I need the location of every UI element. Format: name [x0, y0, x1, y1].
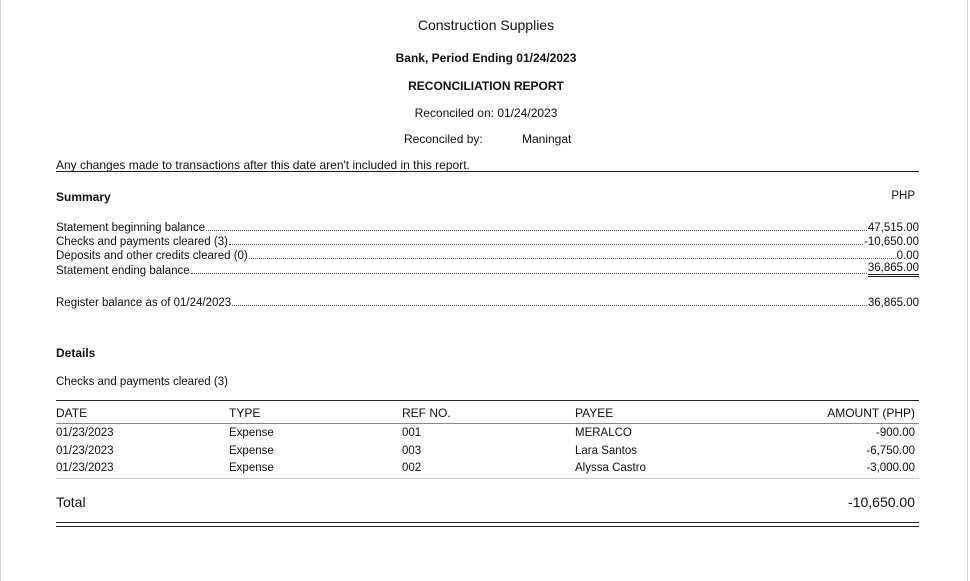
disclaimer: Any changes made to transactions after this date aren't included in this report. — [56, 158, 470, 172]
column-header-type: TYPE — [229, 406, 261, 420]
reconciled-by-value: Maningat — [522, 132, 572, 146]
total-double-rule — [56, 522, 919, 527]
row-date: 01/23/2023 — [56, 462, 114, 474]
column-header-amount: AMOUNT (PHP) — [827, 406, 915, 420]
summary-row — [56, 234, 919, 248]
details-title: Details — [56, 346, 96, 360]
column-header-payee: PAYEE — [575, 406, 614, 420]
row-ref: 002 — [402, 462, 422, 474]
table-header-rule — [56, 423, 919, 424]
report-subtitle: Bank, Period Ending 01/24/2023 — [395, 51, 577, 65]
header-divider — [56, 171, 919, 172]
dot-leader — [229, 244, 863, 245]
total-value: -10,650.00 — [848, 494, 915, 510]
row-type: Expense — [229, 427, 274, 439]
summary-row-value: 47,515.00 — [867, 222, 919, 234]
summary-row-label: Statement ending balance — [56, 265, 190, 277]
reconciled-by-label: Reconciled by: — [404, 132, 483, 146]
dot-leader — [249, 258, 896, 259]
row-amount: -900.00 — [875, 427, 915, 439]
row-amount: -6,750.00 — [866, 445, 915, 457]
summary-row-value: -10,650.00 — [864, 236, 919, 248]
total-label: Total — [56, 494, 86, 510]
row-ref: 003 — [402, 445, 422, 457]
row-date: 01/23/2023 — [56, 427, 114, 439]
row-date: 01/23/2023 — [56, 445, 114, 457]
row-payee: Lara Santos — [575, 445, 638, 457]
summary-title: Summary — [56, 190, 111, 204]
currency-label: PHP — [891, 190, 915, 202]
dot-leader — [232, 305, 867, 306]
details-subtitle: Checks and payments cleared (3) — [56, 376, 228, 388]
summary-row-value: 36,865.00 — [868, 262, 919, 277]
register-balance-value: 36,865.00 — [867, 297, 919, 309]
dot-leader — [191, 273, 867, 274]
row-type: Expense — [229, 445, 274, 457]
register-balance-row — [56, 295, 919, 309]
summary-row-label: Deposits and other credits cleared (0) — [56, 250, 248, 262]
row-type: Expense — [229, 462, 274, 474]
dot-leader — [206, 230, 867, 231]
table-bottom-rule — [56, 478, 919, 479]
company-name: Construction Supplies — [417, 17, 555, 33]
column-header-ref: REF NO. — [402, 406, 451, 420]
row-payee: MERALCO — [575, 427, 632, 439]
row-payee: Alyssa Castro — [575, 462, 646, 474]
row-amount: -3,000.00 — [866, 462, 915, 474]
summary-row-value: 0.00 — [896, 250, 919, 262]
summary-row-label: Statement beginning balance — [56, 222, 205, 234]
report-title: RECONCILIATION REPORT — [408, 79, 564, 93]
summary-row — [56, 220, 919, 234]
register-balance-label: Register balance as of 01/24/2023 — [56, 297, 232, 309]
column-header-date: DATE — [56, 406, 88, 420]
table-top-rule — [56, 400, 919, 401]
row-ref: 001 — [402, 427, 422, 439]
summary-row — [56, 248, 919, 262]
summary-row — [56, 263, 919, 277]
reconciled-on: Reconciled on: 01/24/2023 — [414, 106, 558, 120]
summary-row-label: Checks and payments cleared (3) — [56, 236, 228, 248]
